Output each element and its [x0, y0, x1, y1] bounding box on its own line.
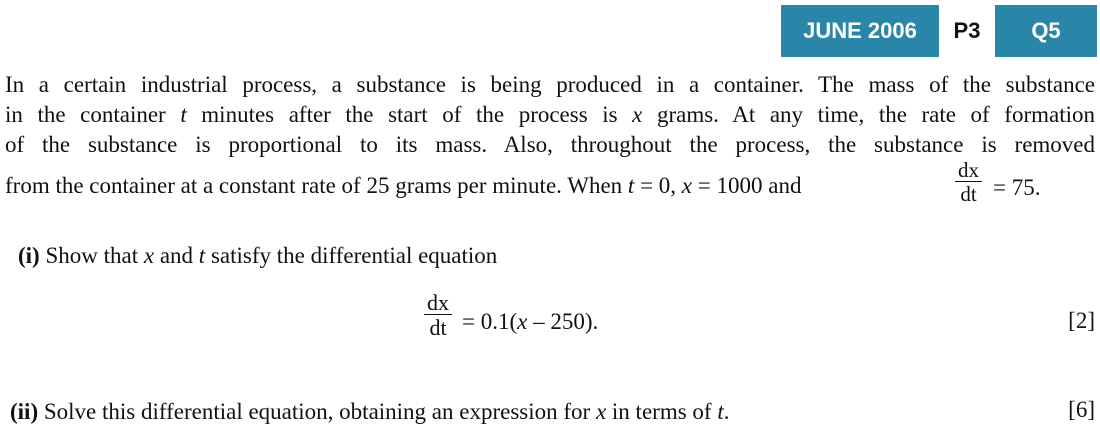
paper-label: P3 [939, 5, 995, 57]
equation-numerator: dx [427, 290, 449, 315]
part-i-prompt: (i) Show that x and t satisfy the differential equation [18, 243, 498, 268]
intro-line-3: of the substance is proportional to its mass. Also, throughout the process, the substance is removed [5, 132, 1095, 157]
part-i-marks: [2] [1068, 308, 1095, 333]
equation-right-hand-side: = 0.1(x – 250). [462, 309, 599, 334]
equation-denominator: dt [424, 314, 452, 339]
intro-line-2: in the container t minutes after the start of the process is x grams. At any time, the rate of formation [5, 102, 1095, 127]
part-ii-prompt: (ii) Solve this differential equation, obtaining an expression for x in terms of t. [10, 399, 730, 424]
part-ii-marks: [6] [1068, 397, 1095, 422]
question-reference-badge [781, 5, 1097, 57]
question-number-label: Q5 [1031, 18, 1061, 43]
intro-line-4: from the container at a constant rate of 25 grams per minute. When t = 0, x = 1000 and [5, 173, 802, 198]
fraction-numerator: dx [958, 158, 979, 182]
initial-rate-value: = 75. [993, 175, 1041, 200]
exam-date-label: JUNE 2006 [803, 18, 917, 43]
derivative-fraction [955, 160, 982, 205]
intro-line-1: In a certain industrial process, a substance is being produced in a container. The mass of the substance [5, 72, 1095, 97]
equation-fraction [424, 292, 452, 339]
fraction-denominator: dt [955, 181, 982, 205]
